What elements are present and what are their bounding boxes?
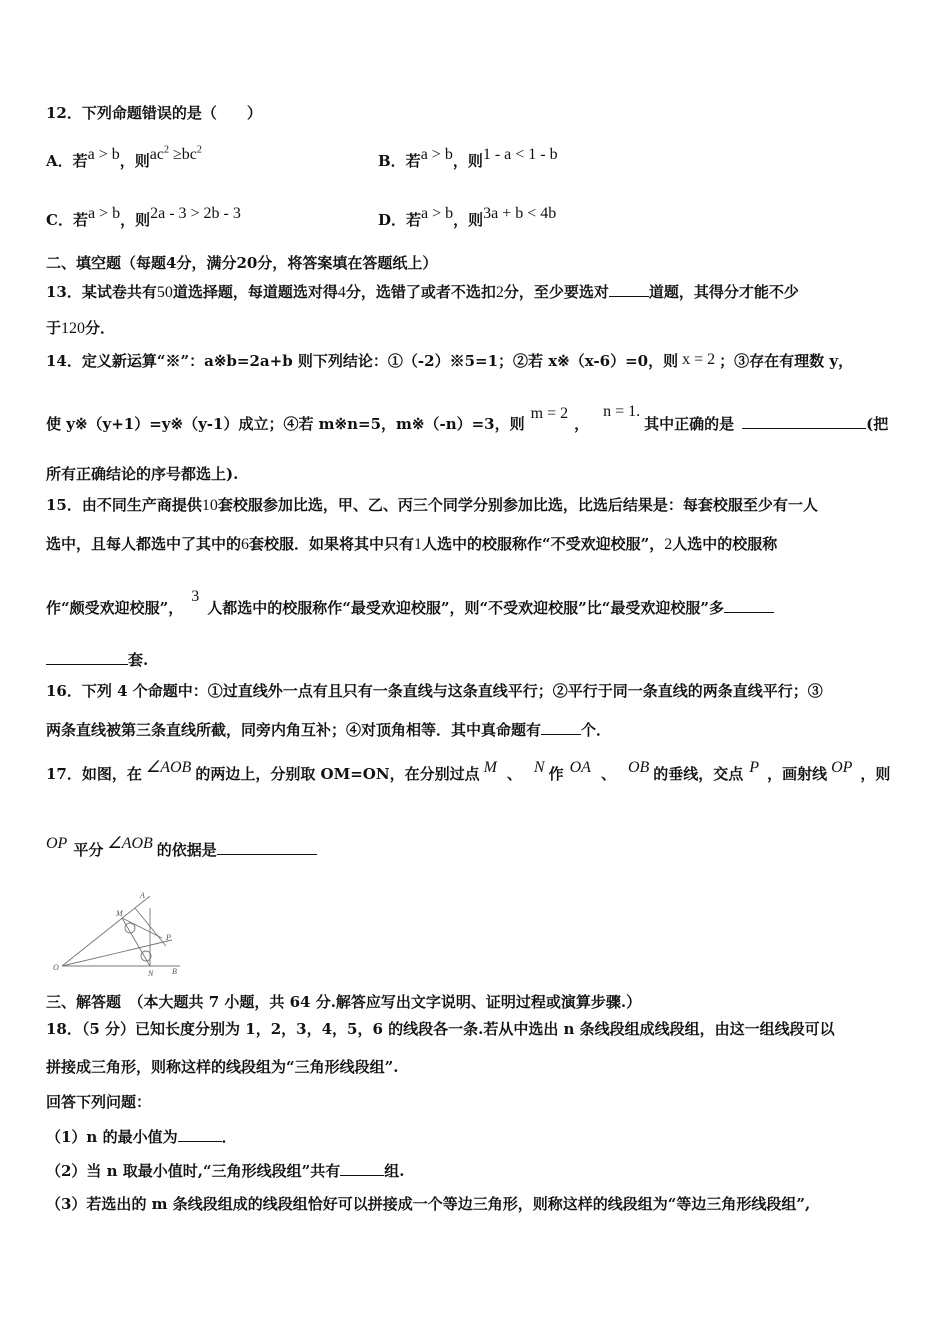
option-conclusion: 3a + b < 4b (483, 205, 557, 222)
q17-line-2: OP 平分 ∠AOB 的依据是 (46, 838, 910, 861)
q18-line-3: 回答下列问题： (46, 1093, 152, 1111)
label-p: P (166, 933, 171, 942)
q15-line-3: 作“颇受欢迎校服”，3人都选中的校服称作“最受欢迎校服”，则“不受欢迎校服”比“最受欢迎校服”多 (46, 596, 910, 619)
option-label: D．若 (378, 211, 422, 229)
q15-line-4: 套. (46, 648, 910, 670)
q18-sub-1: （1）n 的最小值为 ． (46, 1125, 910, 1147)
label-o: O (53, 963, 59, 972)
q15-line-1: 15．由不同生产商提供10套校服参加比选，甲、乙、丙三个同学分别参加比选，比选后结果是：每套校服至少有一人 (46, 496, 818, 514)
option-conclusion: 1 - a < 1 - b (482, 146, 558, 163)
option-label: C．若 (46, 211, 88, 229)
option-conclusion: $ac^2 \ge bc^2$ (149, 144, 202, 163)
q12-option-b (378, 146, 558, 171)
q12-stem: 12．下列命题错误的是（ ） (46, 104, 262, 122)
option-label: A．若 (46, 152, 88, 170)
label-b: B (172, 967, 177, 976)
angle-bisector-figure (50, 890, 190, 980)
q12-option-a (46, 144, 202, 171)
option-condition: a > b (87, 146, 120, 163)
option-then: ，则 (453, 211, 484, 229)
q14-line-2: 使 y※（y+1）=y※（y-1）成立；④若 m※n=5，m※（-n）=3，则m = 2，n = 1.其中正确的是 (把 (46, 403, 889, 433)
answer-blank[interactable] (742, 412, 866, 429)
q15-line-2: 选中，且每人都选中了其中的6套校服．如果将其中只有1人选中的校服称作“不受欢迎校服”，2人选中的校服称 (46, 535, 778, 553)
q18-sub-3: （3）若选出的 m 条线段组成的线段组恰好可以拼接成一个等边三角形，则称这样的线段组为“等边三角形线段组”, (46, 1195, 811, 1213)
q17-line-1: 17．如图，在 ∠AOB 的两边上，分别取 OM=ON，在分别过点 M 、 N 作 OA 、 OB 的垂线，交点 P ，画射线 OP ，则 (46, 759, 891, 783)
option-label: B．若 (378, 152, 421, 170)
option-conclusion: 2a - 3 > 2b - 3 (150, 205, 241, 222)
answer-blank[interactable] (541, 718, 581, 735)
answer-blank[interactable] (724, 596, 774, 613)
q18-line-2: 拼接成三角形，则称这样的线段组为“三角形线段组”. (46, 1058, 399, 1076)
option-then: ，则 (120, 211, 151, 229)
q14-line-3: 所有正确结论的序号都选上). (46, 465, 239, 483)
q12-option-c (46, 205, 241, 230)
label-n: N (148, 969, 154, 978)
answer-blank[interactable] (178, 1125, 222, 1142)
option-condition: a > b (421, 205, 454, 222)
option-then: ，则 (452, 152, 483, 170)
label-m: M (116, 909, 123, 918)
label-a: A (140, 891, 145, 900)
q13-line-2: 于120分． (46, 319, 116, 337)
answer-blank[interactable] (46, 648, 128, 665)
q16-line-1: 16．下列 4 个命题中：①过直线外一点有且只有一条直线与这条直线平行；②平行于同一条直线的两条直线平行；③ (46, 682, 823, 700)
answer-blank[interactable] (217, 838, 317, 855)
answer-blank[interactable] (609, 280, 649, 297)
q14-line-1: 14．定义新运算“※”：a※b=2a+b 则下列结论：①（-2）※5=1；②若 x※（x-6）=0，则 x = 2 ；③存在有理数 y， (46, 351, 854, 370)
section-3-heading: 三、解答题 （本大题共 7 小题，共 64 分.解答应写出文字说明、证明过程或演算步骤.） (46, 993, 642, 1011)
q13-line-1: 13．某试卷共有50道选择题，每道题选对得4分，选错了或者不选扣2分，至少要选对 道题，其得分才能不少 (46, 280, 910, 303)
q18-line-1: 18．（5 分）已知长度分别为 1，2，3，4，5，6 的线段各一条.若从中选出 n 条线段组成线段组，由这一组线段可以 (46, 1020, 835, 1038)
section-2-heading: 二、填空题（每题4分，满分20分，将答案填在答题纸上） (46, 254, 438, 272)
option-condition: a > b (87, 205, 121, 222)
q12-option-d (378, 205, 557, 230)
answer-blank[interactable] (340, 1159, 384, 1176)
option-then: ，则 (119, 152, 150, 170)
q18-sub-2: （2）当 n 取最小值时,“三角形线段组”共有 组. (46, 1159, 910, 1181)
q16-line-2: 两条直线被第三条直线所截，同旁内角互补；④对顶角相等．其中真命题有 个． (46, 718, 910, 740)
option-condition: a > b (420, 146, 453, 163)
